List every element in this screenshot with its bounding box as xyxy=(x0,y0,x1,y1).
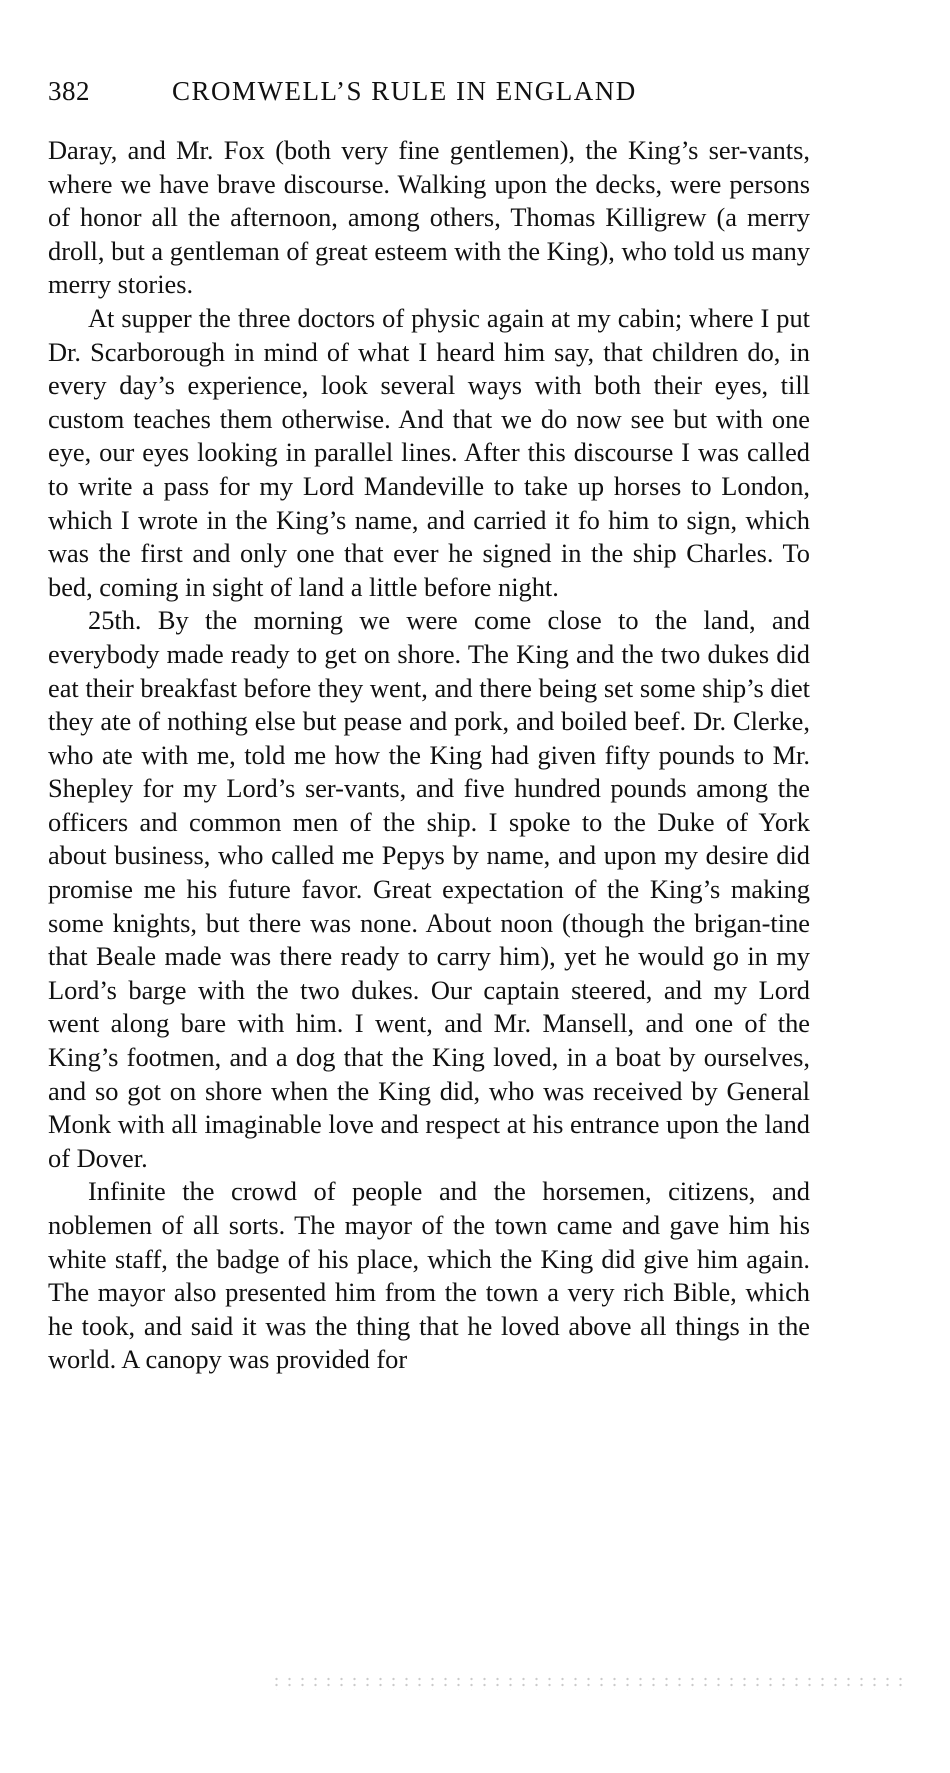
paragraph-continuation: Daray, and Mr. Fox (both very fine gentlemen), the King’s ser-vants, where we have brave discourse. Walking upon the decks, were persons of honor all the afternoon, among others, Thomas Killigrew (a merry droll, but a gentleman of great esteem with the King), who told us many merry stories. xyxy=(48,135,810,300)
body-text xyxy=(48,134,810,1377)
paragraph-25th: 25th. By the morning we were come close to the land, and everybody made ready to get on shore. The King and the two dukes did eat their breakfast before they went, and there being set some ship’s diet they ate of nothing else but pease and pork, and boiled beef. Dr. Clerke, who ate with me, told me how the King had given fifty pounds to Mr. Shepley for my Lord’s ser-vants, and five hundred pounds among the officers and common men of the ship. I spoke to the Duke of York about business, who called me Pepys by name, and upon my desire did promise me his future favor. Great expectation of the King’s making some knights, but there was none. About noon (though the brigan-tine that Beale made was there ready to carry him), yet he would go in my Lord’s barge with the two dukes. Our captain steered, and my Lord went along bare with him. I went, and Mr. Mansell, and one of the King’s footmen, and a dog that the King loved, in a boat by ourselves, and so got on shore when the King did, who was received by General Monk with all imaginable love and respect at his entrance upon the land of Dover. xyxy=(48,605,810,1173)
paragraph-infinite-crowd: Infinite the crowd of people and the horsemen, citizens, and noblemen of all sorts. The mayor of the town came and gave him his white staff, the badge of his place, which the King did give him again. The mayor also presented him from the town a very rich Bible, which he took, and said it was the thing that he loved above all things in the world. A canopy was provided for xyxy=(48,1176,810,1375)
running-head-title: CROMWELL’S RULE IN ENGLAND xyxy=(172,76,637,106)
paragraph-supper: At supper the three doctors of physic again at my cabin; where I put Dr. Scarborough in mind of what I heard him say, that children do, in every day’s experience, look several ways with both their eyes, till custom teaches them otherwise. And that we do now see but with one eye, our eyes looking in parallel lines. After this discourse I was called to write a pass for my Lord Mandeville to take up horses to London, which I wrote in the King’s name, and carried it fo him to sign, which was the first and only one that ever he signed in the ship Charles. To bed, coming in sight of land a little before night. xyxy=(48,302,810,602)
page-number: 382 xyxy=(48,76,90,106)
scan-artifact xyxy=(270,1676,910,1690)
running-head xyxy=(48,76,808,116)
